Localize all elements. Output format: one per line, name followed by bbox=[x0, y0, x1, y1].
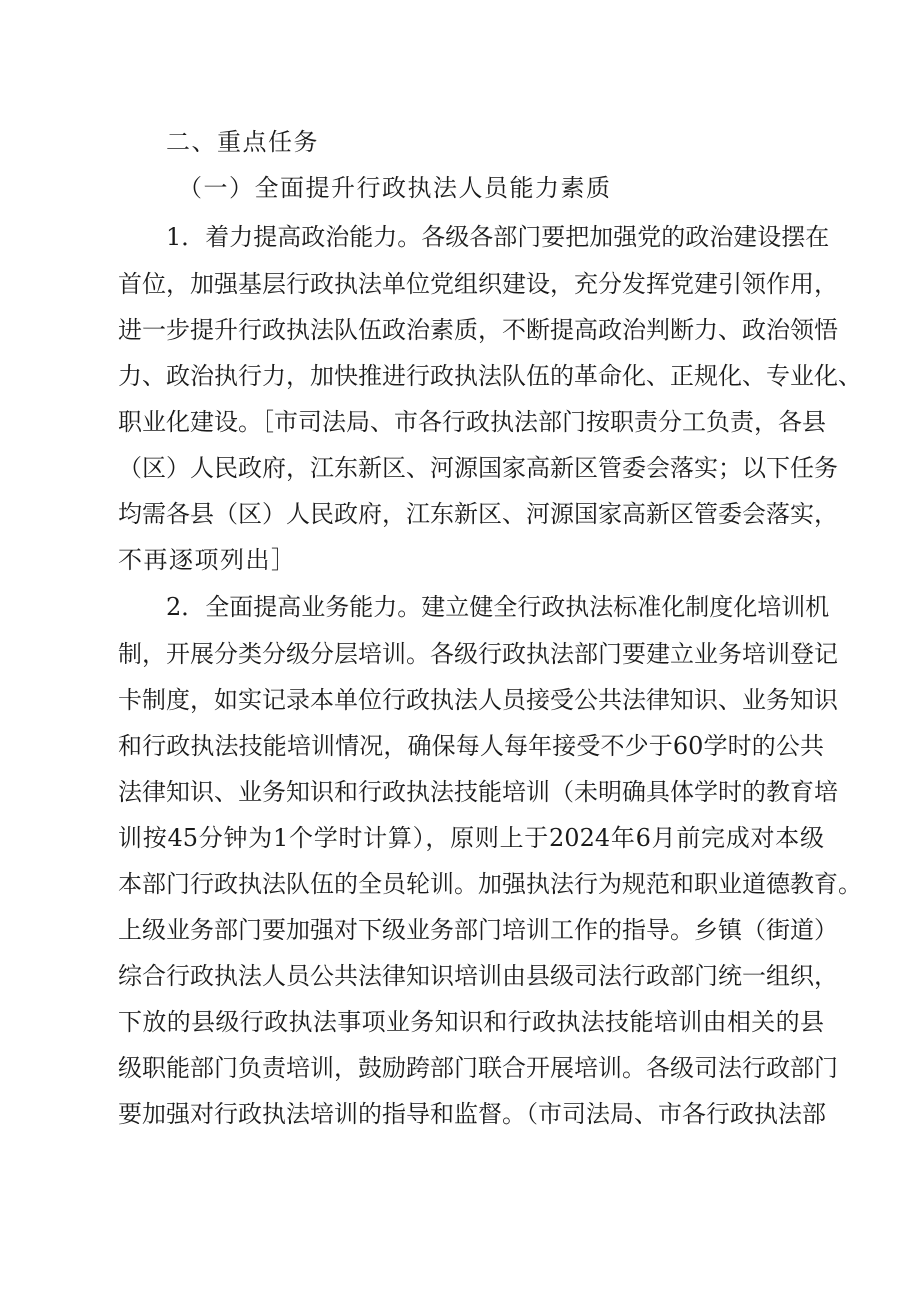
paragraph-2-line: 下放的县级行政执法事项业务知识和行政执法技能培训由相关的县 bbox=[118, 1008, 824, 1036]
section-heading: 二、重点任务 bbox=[166, 128, 319, 156]
paragraph-1-line: 均需各县（区）人民政府，江东新区、河源国家高新区管委会落实， bbox=[118, 500, 838, 528]
paragraph-1-line: 进一步提升行政执法队伍政治素质，不断提高政治判断力、政治领悟 bbox=[118, 316, 838, 344]
paragraph-2-line: 综合行政执法人员公共法律知识培训由县级司法行政部门统一组织， bbox=[118, 962, 838, 990]
paragraph-1-line: 首位，加强基层行政执法单位党组织建设，充分发挥党建引领作用， bbox=[118, 270, 838, 298]
paragraph-2-line: 卡制度，如实记录本单位行政执法人员接受公共法律知识、业务知识 bbox=[118, 686, 838, 714]
paragraph-1-line: 不再逐项列出］ bbox=[118, 546, 297, 574]
paragraph-2-line: 要加强对行政执法培训的指导和监督。（市司法局、市各行政执法部 bbox=[118, 1100, 826, 1128]
paragraph-1-line: 1．着力提高政治能力。各级各部门要把加强党的政治建设摆在 bbox=[166, 223, 830, 251]
paragraph-2-line: 法律知识、业务知识和行政执法技能培训（未明确具体学时的教育培 bbox=[118, 778, 838, 806]
paragraph-1-line: 职业化建设。［市司法局、市各行政执法部门按职责分工负责，各县 bbox=[118, 408, 826, 436]
paragraph-2-line: 级职能部门负责培训，鼓励跨部门联合开展培训。各级司法行政部门 bbox=[118, 1054, 838, 1082]
paragraph-2-line: 制，开展分类分级分层培训。各级行政执法部门要建立业务培训登记 bbox=[118, 640, 838, 668]
paragraph-2-line: 本部门行政执法队伍的全员轮训。加强执法行为规范和职业道德教育。 bbox=[118, 870, 862, 898]
paragraph-1-line: （区）人民政府，江东新区、河源国家高新区管委会落实；以下任务 bbox=[118, 454, 838, 482]
paragraph-1-line: 力、政治执行力，加快推进行政执法队伍的革命化、正规化、专业化、 bbox=[118, 362, 862, 390]
paragraph-2-line: 上级业务部门要加强对下级业务部门培训工作的指导。乡镇（街道） bbox=[118, 916, 838, 944]
paragraph-2-line: 2．全面提高业务能力。建立健全行政执法标准化制度化培训机 bbox=[166, 593, 830, 621]
paragraph-2-line: 训按45分钟为1个学时计算），原则上于2024年6月前完成对本级 bbox=[118, 824, 824, 852]
subsection-heading: （一）全面提升行政执法人员能力素质 bbox=[178, 174, 612, 202]
paragraph-2-line: 和行政执法技能培训情况，确保每人每年接受不少于60学时的公共 bbox=[118, 732, 824, 760]
